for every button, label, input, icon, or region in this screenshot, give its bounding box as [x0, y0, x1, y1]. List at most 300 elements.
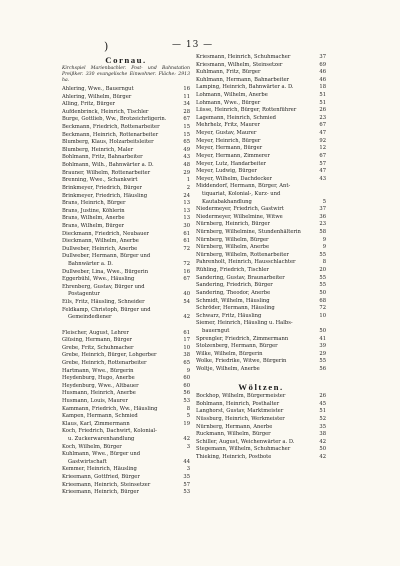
house-number: 13 [183, 215, 190, 222]
entry-name: Middendorf, Hermann, Bürger, Ant- [196, 183, 291, 190]
directory-entry [62, 345, 190, 353]
house-number [181, 284, 190, 292]
resident-list-woeltzen [196, 393, 326, 461]
entry-name: Mehrhelz, Fritz, Maurer [196, 122, 260, 129]
entry-name: Eils, Fritz, Häusling, Schneider [62, 299, 145, 306]
directory-entry [196, 298, 326, 306]
directory-entry [196, 313, 326, 321]
directory-entry [62, 170, 190, 178]
entry-name: Lohmann, Wilhelm, Anerbe [196, 92, 268, 99]
directory-entry [62, 383, 190, 391]
house-number: 8 [322, 259, 326, 266]
directory-entry [196, 214, 326, 222]
directory-entry [62, 337, 190, 345]
house-number: 42 [183, 314, 190, 321]
directory-entry [62, 444, 190, 452]
entry-name: Meyer, Gustav, Maurer [196, 130, 257, 137]
house-number: 67 [319, 122, 326, 129]
directory-entry [62, 269, 190, 277]
entry-name: Stolzenberg, Hermann, Bürger [196, 343, 278, 350]
entry-name: Woltje, Wilhelm, Anerbe [196, 365, 260, 372]
entry-name: Kammann, Friedrich, Ww., Häusling [62, 405, 158, 412]
entry-name: Sprengler, Friedrich, Zimmermann [196, 335, 289, 342]
directory-entry [62, 208, 190, 216]
directory-entry [196, 176, 326, 184]
entry-name: Blumberg, Heinrich, Maler [62, 146, 134, 153]
directory-entry [62, 307, 190, 315]
entry-name: Kuhlmann, Wwe., Bürger und [62, 451, 141, 458]
house-number: 5 [322, 198, 326, 205]
entry-name: Meyer, Lutz, Handarbeiter [196, 160, 267, 167]
house-number: 42 [183, 436, 190, 443]
directory-entry [196, 439, 326, 447]
entry-name: Lüsse, Heinrich, Bürger, Rottenführer [196, 107, 297, 114]
directory-entry [196, 122, 326, 130]
entry-name: Brans, Wilhelm, Anerbe [62, 215, 125, 222]
directory-entry [196, 259, 326, 267]
directory-entry [196, 115, 326, 123]
entry-name: Husmann, Heinrich, Anerbe [62, 390, 136, 397]
house-number: 48 [183, 162, 190, 169]
directory-entry [196, 275, 326, 283]
directory-entry [62, 238, 190, 246]
house-number: 54 [183, 299, 190, 306]
directory-entry [62, 177, 190, 185]
entry-name: Nürnberg, Wilhelm, Rottenarbeiter [196, 251, 289, 258]
entry-name: Burge, Gottlieb, Ww., Brotzeichrligerin. [62, 116, 167, 123]
directory-entry [62, 147, 190, 155]
entry-name: Kriesmann, Wilhelm, Steinsetzer [196, 61, 283, 68]
page-number: — 13 — [172, 40, 214, 50]
house-number: 51 [319, 99, 326, 106]
directory-entry [196, 431, 326, 439]
directory-entry [62, 406, 190, 414]
house-number: 53 [183, 397, 190, 404]
directory-entry [196, 206, 326, 214]
directory-entry [196, 107, 326, 115]
house-number [317, 191, 326, 199]
directory-entry [196, 408, 326, 416]
directory-entry [62, 291, 190, 299]
directory-entry [62, 451, 190, 459]
entry-name: Husmann, Louis, Maurer [62, 397, 128, 404]
directory-entry [62, 154, 190, 162]
entry-name: Fleischer, August, Lehrer [62, 329, 129, 336]
house-number: 37 [319, 206, 326, 213]
house-number: 47 [319, 168, 326, 175]
entry-name: Rühling, Friedrich, Tischler [196, 267, 269, 274]
house-number: 67 [183, 276, 190, 283]
directory-entry [196, 320, 326, 328]
entry-name: Grebe, Heinrich, Bürger, Lohgerber [62, 352, 157, 359]
house-number: 13 [183, 200, 190, 207]
entry-name: Kemmer, Heinrich, Häusling [62, 466, 137, 473]
entry-name: Kautabakhandlung [202, 198, 252, 205]
entry-name: Siemer, Heinrich, Häusling u. Halbs- [196, 320, 293, 327]
entry-name: Postagentur [68, 291, 100, 298]
directory-entry [62, 116, 190, 124]
house-number: 72 [319, 305, 326, 312]
house-number: 10 [183, 344, 190, 351]
entry-name: Meyer, Wilhelm, Dachdecker [196, 175, 272, 182]
house-number: 43 [183, 154, 190, 161]
directory-entry [62, 421, 190, 429]
entry-name: Lohmann, Wwe., Bürger [196, 99, 261, 106]
house-number: 92 [319, 137, 326, 144]
directory-entry [196, 244, 326, 252]
section-intro: Kirchspiel Marienbachler. Post- und Bahnstation Preißker. 330 evangelische Einwohner. Fläche: 2913 ha. [62, 66, 190, 83]
house-number: 50 [319, 327, 326, 334]
house-number: 69 [319, 61, 326, 68]
directory-entry [196, 199, 326, 207]
house-number: 36 [319, 213, 326, 220]
directory-entry [62, 322, 190, 330]
house-number: 16 [183, 268, 190, 275]
directory-entry [62, 375, 190, 383]
house-number: 34 [183, 101, 190, 108]
house-number: 15 [183, 131, 190, 138]
house-number: 51 [319, 92, 326, 99]
directory-entry [196, 62, 326, 70]
directory-entry [196, 100, 326, 108]
house-number: 55 [319, 274, 326, 281]
entry-name: Sandering, Friedrich, Bürger [196, 282, 273, 289]
directory-entry [62, 193, 190, 201]
right-column [196, 54, 326, 462]
house-number: 35 [319, 423, 326, 430]
entry-name: Nürnberg, Wilhelm, Bürger [196, 236, 269, 243]
house-number: 15 [183, 124, 190, 131]
entry-name: Brauner, Wilhelm, Rottenarbeiter [62, 169, 151, 176]
directory-entry [196, 183, 326, 191]
directory-entry [196, 267, 326, 275]
entry-name: Alling, Fritz, Bürger [62, 101, 116, 108]
house-number: 8 [186, 405, 190, 412]
directory-entry [196, 282, 326, 290]
directory-entry [62, 109, 190, 117]
entry-name: Blumberg, Klaus, Holzarbeitsleiter [62, 139, 154, 146]
house-number: 51 [319, 408, 326, 415]
directory-entry [62, 360, 190, 368]
directory-entry [62, 246, 190, 254]
entry-name: Meyer, Heinrich, Bürger [196, 137, 261, 144]
house-number: 50 [319, 289, 326, 296]
entry-name: Krieemann, Gottfried, Bürger [62, 474, 140, 481]
entry-name: Lagemann, Heinrich, Schmied [196, 114, 276, 121]
house-number: 13 [183, 207, 190, 214]
house-number: 39 [319, 343, 326, 350]
house-number: 57 [319, 160, 326, 167]
directory-entry [62, 459, 190, 467]
directory-entry [62, 489, 190, 497]
house-number: 58 [319, 229, 326, 236]
house-number: 9 [322, 244, 326, 251]
directory-entry [62, 139, 190, 147]
house-number: 9 [186, 367, 190, 374]
house-number: 29 [183, 169, 190, 176]
entry-name: Brinkmeyer, Friedrich, Häusling [62, 192, 148, 199]
section-heading-woeltzen: Wöltzen. [238, 382, 284, 393]
entry-name: Niedermeyer, Friedrich, Gastwirt [196, 206, 284, 213]
house-number: 40 [183, 291, 190, 298]
directory-entry [62, 474, 190, 482]
house-number: 72 [183, 261, 190, 268]
directory-entry [62, 413, 190, 421]
entry-name: Lamping, Heinrich, Bahnwärter a. D. [196, 84, 294, 91]
entry-name: Heydenburg, Wwe., Altbauer [62, 382, 139, 389]
house-number: 3 [186, 466, 190, 473]
directory-entry [62, 215, 190, 223]
entry-name: Meyer, Hermann, Bürger [196, 145, 263, 152]
house-number: 17 [183, 337, 190, 344]
house-number [181, 322, 190, 330]
directory-entry [196, 305, 326, 313]
house-number: 38 [183, 352, 190, 359]
entry-name: Dullweber, Heinrich, Anerbe [62, 245, 138, 252]
house-number: 26 [319, 393, 326, 400]
directory-entry [196, 393, 326, 401]
house-number: 2 [186, 184, 190, 191]
entry-name: Nürnberg, Hermann, Anerbe [196, 423, 273, 430]
entry-name: Brans, Justine, Köhlerin [62, 207, 125, 214]
house-number [181, 451, 190, 459]
house-number: 56 [183, 390, 190, 397]
entry-name: Meyer, Ludwig, Bürger [196, 168, 257, 175]
entry-name: Dieckmann, Wilhelm, Anerbe [62, 238, 139, 245]
house-number: 28 [183, 108, 190, 115]
house-number: 56 [319, 365, 326, 372]
directory-entry [196, 290, 326, 298]
directory-entry [62, 223, 190, 231]
directory-entry [196, 191, 326, 199]
directory-entry [62, 200, 190, 208]
entry-name: Koch, Wilhelm, Bürger [62, 443, 122, 450]
resident-list-cornau-continued [196, 54, 326, 374]
house-number: 37 [319, 54, 326, 60]
directory-entry [62, 314, 190, 322]
directory-entry [62, 86, 190, 94]
entry-name: Bockhop, Wilhelm, Bürgermeister [196, 393, 286, 400]
entry-name: Brans, Wilhelm, Bürger [62, 222, 125, 229]
directory-entry [196, 424, 326, 432]
directory-entry [196, 252, 326, 260]
house-number [181, 307, 190, 315]
entry-name: Kuhlmann, Fritz, Bürger [196, 69, 261, 76]
entry-name: Beckmann, Heinrich, Rottenarbeiter [62, 131, 159, 138]
directory-entry [196, 351, 326, 359]
entry-name: Nürnberg, Heinrich, Bürger [196, 221, 270, 228]
house-number: 53 [183, 489, 190, 496]
directory-entry [196, 446, 326, 454]
entry-name: Glüsing, Hermann, Bürger [62, 337, 132, 344]
entry-name [62, 322, 181, 330]
directory-entry [196, 145, 326, 153]
house-number: 10 [319, 312, 326, 319]
entry-name: Ehrenberg, Gustav, Bürger und [62, 283, 145, 290]
entry-name: Stegemann, Wilhelm, Schuhmacher [196, 446, 291, 453]
directory-entry [62, 101, 190, 109]
entry-name: Bohlmann, Wilh., Bahnwärter a. D. [62, 162, 154, 169]
house-number: 41 [319, 335, 326, 342]
house-number: 65 [183, 359, 190, 366]
house-number: 42 [319, 454, 326, 461]
directory-entry [196, 161, 326, 169]
house-number: 67 [319, 152, 326, 159]
house-number: 65 [183, 139, 190, 146]
entry-name: Niedermeyer, Wilhelmine, Witwe [196, 213, 283, 220]
entry-name: Krieemann, Heinrich, Bürger [62, 489, 139, 496]
house-number: 52 [319, 416, 326, 423]
house-number: 12 [319, 145, 326, 152]
entry-name: Sandering, Theodor, Anerbe [196, 289, 271, 296]
house-number: 44 [183, 458, 190, 465]
house-number: 55 [319, 282, 326, 289]
house-number: 55 [319, 358, 326, 365]
house-number: 61 [183, 230, 190, 237]
directory-entry [196, 153, 326, 161]
entry-name: tiquariat, Kolonial-, Kurz- und [202, 190, 281, 197]
entry-name: Aufdenbrinck, Heinrich, Tischler [62, 108, 149, 115]
entry-name: Krieemann, Heinrich, Steinsetzer [62, 481, 151, 488]
entry-name: Bohlmann, Fritz, Bahnarbeiter [62, 154, 143, 161]
house-number [181, 253, 190, 261]
house-number: 67 [183, 116, 190, 123]
left-column [62, 54, 190, 497]
directory-entry [62, 466, 190, 474]
entry-name: Nürnberg, Wilhelmine, Stundenhälterin [196, 229, 301, 236]
entry-name: Kriesmann, Heinrich, Schuhmacher [196, 54, 291, 60]
house-number: 19 [183, 420, 190, 427]
directory-entry [196, 92, 326, 100]
entry-name: Gemeindediener [68, 314, 112, 321]
house-number: 68 [319, 297, 326, 304]
entry-name: Kuhlmann, Hermann, Bahnarbeiter [196, 76, 290, 83]
directory-entry [196, 358, 326, 366]
directory-entry [196, 221, 326, 229]
directory-entry [196, 229, 326, 237]
house-number: 43 [319, 175, 326, 182]
entry-name: Pahrenholt, Heinrich, Hausschlachter [196, 259, 296, 266]
house-number: 9 [322, 236, 326, 243]
directory-entry [196, 328, 326, 336]
entry-name: Brenning, Wwe., Schankwirt [62, 177, 138, 184]
house-number: 61 [183, 329, 190, 336]
entry-name: Heydenburg, Hugo, Anerbe [62, 375, 135, 382]
entry-name: Nüssburg, Heinrich, Werkmeister [196, 416, 285, 423]
directory-entry [62, 330, 190, 338]
entry-name: Kampen, Hermann, Schmied [62, 413, 138, 420]
directory-entry [62, 436, 190, 444]
directory-entry [62, 162, 190, 170]
directory-entry [62, 284, 190, 292]
directory-entry [196, 130, 326, 138]
section-gap [196, 374, 326, 382]
house-number: 46 [319, 69, 326, 76]
entry-name: Langhorst, Gustav, Marktmeister [196, 408, 284, 415]
entry-name: Wolke, Friedrike, Witwe, Bürgerin [196, 358, 287, 365]
house-number: 23 [319, 221, 326, 228]
house-number [317, 183, 326, 191]
resident-list-cornau [62, 86, 190, 497]
house-number: 61 [183, 238, 190, 245]
entry-name: Wilke, Wilhelm, Bürgerin [196, 350, 263, 357]
entry-name: Meyer, Hermann, Zimmerer [196, 152, 270, 159]
directory-entry [196, 366, 326, 374]
directory-entry [62, 390, 190, 398]
entry-name: bauerngut [202, 327, 230, 334]
directory-entry [62, 428, 190, 436]
entry-name: Ruckmann, Wilhelm, Bürger [196, 431, 271, 438]
house-number: 60 [183, 375, 190, 382]
entry-name: Brinkmeyer, Friedrich, Bürger [62, 184, 142, 191]
entry-name: Bahnwärter a. D. [68, 261, 113, 268]
directory-entry [196, 416, 326, 424]
directory-entry [62, 261, 190, 269]
house-number: 72 [183, 245, 190, 252]
directory-entry [62, 185, 190, 193]
entry-name: Schröder, Hermann, Häusling [196, 305, 275, 312]
entry-name: Feldkamp, Christoph, Bürger und [62, 306, 151, 313]
house-number: 35 [183, 474, 190, 481]
directory-entry [62, 124, 190, 132]
bracket-mark: ) [104, 40, 109, 53]
entry-name: Grebe, Heinrich, Rottenarbeiter [62, 359, 147, 366]
entry-name: Sandering, Gustav, Braunarbeiter [196, 274, 285, 281]
directory-entry [196, 401, 326, 409]
house-number: 49 [183, 146, 190, 153]
directory-entry [62, 299, 190, 307]
directory-entry [62, 368, 190, 376]
directory-entry [196, 454, 326, 462]
house-number: 20 [319, 267, 326, 274]
house-number: 46 [319, 76, 326, 83]
directory-entry [62, 276, 190, 284]
directory-entry [62, 253, 190, 261]
entry-name: Schmidt, Wilhelm, Häusling [196, 297, 270, 304]
house-number: 1 [186, 177, 190, 184]
directory-entry [62, 94, 190, 102]
entry-name: Schiller, August, Weichenwärter a. D. [196, 438, 295, 445]
house-number: 16 [183, 86, 190, 92]
entry-name: Dieckmann, Friedrich, Neubauer [62, 230, 149, 237]
house-number: 3 [186, 443, 190, 450]
house-number: 24 [183, 192, 190, 199]
entry-name: Dullweber, Hermann, Bürger und [62, 253, 151, 260]
entry-name: Thieking, Heinrich, Postbote [196, 454, 272, 461]
directory-entry [196, 336, 326, 344]
house-number: 5 [186, 413, 190, 420]
entry-name: Nürnberg, Wilhelm, Anerbe [196, 244, 270, 251]
house-number: 38 [319, 431, 326, 438]
directory-entry [196, 77, 326, 85]
entry-name: Klaus, Karl, Zimmermann [62, 420, 130, 427]
house-number: 11 [183, 93, 190, 100]
house-number [181, 428, 190, 436]
entry-name: Brans, Heinrich, Bürger [62, 200, 126, 207]
directory-entry [196, 237, 326, 245]
house-number: 29 [319, 350, 326, 357]
directory-entry [196, 168, 326, 176]
section-heading-cornau: Cornau. [105, 55, 147, 65]
entry-name: Schwarz, Fritz, Häusling [196, 312, 262, 319]
house-number: 30 [183, 222, 190, 229]
directory-entry [196, 343, 326, 351]
house-number: 55 [319, 251, 326, 258]
entry-name: Gastwirtschaft [68, 458, 107, 465]
house-number: 50 [319, 446, 326, 453]
entry-name: u. Zuckerwarenhandlung [68, 436, 135, 443]
house-number: 18 [319, 84, 326, 91]
